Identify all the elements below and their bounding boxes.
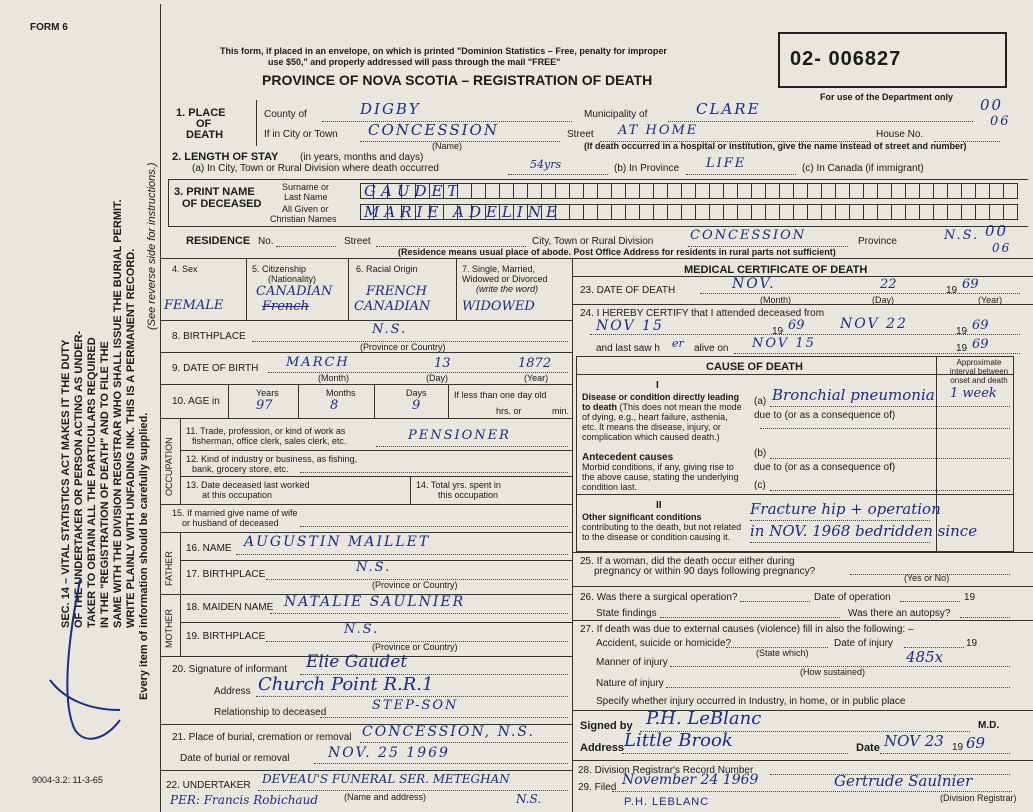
accident-label: Accident, suicide or homicide?	[596, 638, 732, 649]
interval-label: Approximate interval between onset and death	[949, 358, 1009, 385]
sex-label: 4. Sex	[172, 264, 198, 274]
part-one-label: I	[656, 380, 659, 391]
father-name-value: AUGUSTIN MAILLET	[244, 534, 431, 550]
q13-label-2: at this occupation	[202, 490, 273, 500]
alive-on-label: alive on	[694, 343, 729, 354]
side-instruction-6: WRITE PLAINLY WITH UNFADING INK. THIS IS A PERMANENT RECORD.	[125, 248, 137, 628]
stay-canada-label: (c) In Canada (if immigrant)	[802, 163, 924, 174]
md-label: M.D.	[978, 720, 1000, 731]
father-name-label: 16. NAME	[186, 543, 232, 554]
occupation-section-label: OCCUPATION	[164, 437, 174, 496]
q26-label: 26. Was there a surgical operation?	[580, 592, 738, 603]
cause-c-label: (c)	[754, 480, 766, 491]
form-code: 9004-3.2: 11-3-65	[32, 775, 103, 785]
side-instruction-2: OF THE UNDERTAKER OR PERSON ACTING AS UNDER-	[73, 330, 85, 628]
burial-place-label: 21. Place of burial, cremation or removal	[172, 732, 352, 743]
dob-label: 9. DATE OF BIRTH	[172, 363, 259, 374]
residence-province-value: N.S.	[944, 228, 980, 243]
stay-city-value: 54yrs	[530, 158, 562, 171]
burial-date-value: NOV. 25 1969	[328, 745, 450, 761]
header-notice-line1: This form, if placed in an envelope, on which is printed "Dominion Statistics – Free, penalty for improper	[220, 46, 667, 56]
municipality-label: Municipality of	[584, 109, 648, 120]
father-birthplace-value: N.S.	[356, 560, 392, 575]
informant-relationship-label: Relationship to deceased	[214, 707, 327, 718]
due-to-label-2: due to (or as a consequence of)	[754, 462, 896, 473]
registration-number: 02- 006827	[790, 48, 902, 70]
q14-label-2: this occupation	[438, 490, 499, 500]
alive-on-value: NOV 15	[752, 336, 816, 351]
informant-signature-value: Elie Gaudet	[306, 652, 408, 672]
signature-date-value: NOV 23	[884, 732, 944, 750]
age-under-day-label: If less than one day old	[454, 390, 547, 400]
injury-date-label: Date of injury	[834, 638, 893, 649]
side-instruction-7: Every item of information should be carefully supplied.	[138, 412, 150, 700]
date-of-death-label: 23. DATE OF DEATH	[580, 285, 676, 296]
dob-day: 13	[434, 356, 451, 371]
autopsy-label: Was there an autopsy?	[848, 608, 951, 619]
manner-code: 485x	[906, 648, 944, 666]
place-label-2: OF	[196, 118, 212, 130]
place-label-1: 1. PLACE	[176, 107, 226, 119]
q15-label-1: 15. If married give name of wife	[172, 508, 298, 518]
other-conditions-title: Other significant conditions	[582, 512, 702, 522]
yes-no-label: (Yes or No)	[904, 573, 950, 583]
date-of-death-month-label: (Month)	[760, 295, 792, 305]
filed-label: 29. Filed	[578, 782, 617, 793]
name-label-1: 3. PRINT NAME	[174, 186, 255, 198]
citizenship-value: CANADIAN	[256, 284, 333, 299]
department-code-1: 00	[980, 96, 1004, 114]
citizenship-struck-value: French	[262, 299, 309, 314]
date-of-death-day: 22	[880, 277, 897, 292]
department-code-3: 00	[985, 222, 1009, 240]
cause-a-interval: 1 week	[950, 386, 997, 401]
filed-date: November 24 1969	[622, 772, 759, 788]
side-instruction-3: TAKER TO OBTAIN ALL THE PARTICULARS REQUIRED	[86, 337, 98, 628]
burial-place-value: CONCESSION, N.S.	[362, 724, 535, 740]
dob-year-label: (Year)	[524, 373, 549, 383]
attended-from: NOV 15	[596, 318, 664, 334]
attended-to: NOV 22	[840, 316, 908, 332]
physician-address-label: Address	[580, 742, 625, 754]
undertaker-value: DEVEAU'S FUNERAL SER. METEGHAN	[262, 772, 510, 786]
sex-value: FEMALE	[164, 298, 224, 313]
undertaker-per: PER: Francis Robichaud	[170, 793, 318, 807]
q11-label-1: 11. Trade, profession, or kind of work as	[186, 426, 346, 436]
street-label: Street	[567, 129, 594, 140]
age-days-value: 9	[412, 398, 421, 413]
dob-month-label: (Month)	[318, 373, 350, 383]
residence-number-label: No.	[258, 236, 274, 247]
occupation-value: PENSIONER	[408, 428, 511, 443]
surname-label-1: Surname or	[282, 182, 330, 192]
residence-street-label: Street	[344, 236, 371, 247]
age-years-label: Years	[256, 388, 279, 398]
registration-number-box	[778, 32, 1007, 88]
age-days-label: Days	[406, 388, 427, 398]
cause-b-label: (b)	[754, 448, 767, 459]
last-saw-pronoun: er	[672, 337, 684, 350]
dob-month: MARCH	[286, 355, 350, 370]
citizenship-label-1: 5. Citizenship	[252, 264, 307, 274]
mother-birthplace-sub: (Province or Country)	[372, 642, 458, 652]
street-value: AT HOME	[618, 123, 699, 138]
residence-city-label: City, Town or Rural Division	[532, 236, 654, 247]
injury-date-year-prefix: 19	[966, 638, 978, 649]
q15-label-2: or husband of deceased	[182, 518, 279, 528]
alive-on-year-prefix: 19	[956, 343, 968, 354]
signature-date-label: Date	[856, 742, 880, 754]
side-instruction-4: IN THE "REGISTRATION OF DEATH" AND TO FILE THE	[99, 341, 111, 628]
stay-sub-label: (in years, months and days)	[300, 152, 424, 163]
disease-title: Disease or condition directly leading to death	[582, 392, 740, 412]
other-condition-2: in NOV. 1968 bedridden since	[750, 522, 978, 540]
registrar-record-label: 28. Division Registrar's Record Number	[578, 765, 754, 776]
cause-a-label: (a)	[754, 396, 767, 407]
county-value: DIGBY	[360, 100, 421, 118]
alive-on-year: 69	[972, 337, 989, 352]
injury-location-label: Specify whether injury occurred in Industry, in home, or in public place	[596, 696, 906, 707]
state-which-label: (State which)	[756, 648, 809, 658]
house-number-label: House No.	[876, 129, 924, 140]
age-label: 10. AGE in	[172, 396, 220, 407]
stay-label: 2. LENGTH OF STAY	[172, 151, 279, 163]
cause-of-death-title: CAUSE OF DEATH	[706, 361, 803, 373]
city-value: CONCESSION	[368, 121, 499, 139]
dob-day-label: (Day)	[426, 373, 448, 383]
racial-origin-label: 6. Racial Origin	[356, 264, 418, 274]
age-months-label: Months	[326, 388, 356, 398]
citizenship-label-2: (Nationality)	[268, 274, 317, 284]
attended-to-year-prefix: 19	[956, 326, 968, 337]
informant-address-value: Church Point R.R.1	[258, 674, 434, 695]
q14-label-1: 14. Total yrs. spent in	[416, 480, 501, 490]
burial-date-label: Date of burial or removal	[180, 753, 290, 764]
due-to-label-1: due to (or as a consequence of)	[754, 410, 896, 421]
department-use-label: For use of the Department only	[820, 92, 954, 102]
marital-value: WIDOWED	[462, 299, 535, 314]
city-label: If in City or Town	[264, 129, 338, 140]
mother-birthplace-value: N.S.	[344, 622, 380, 637]
place-note: (If death occurred in a hospital or institution, give the name instead of street and number)	[584, 141, 967, 151]
mother-name-label: 18. MAIDEN NAME	[186, 602, 274, 613]
city-name-hint: (Name)	[432, 141, 463, 151]
surname-label-2: Last Name	[284, 192, 328, 202]
given-label-1: All Given or	[282, 204, 329, 214]
q25-label-2: pregnancy or within 90 days following pregnancy?	[594, 566, 816, 577]
undertaker-label: 22. UNDERTAKER	[166, 780, 251, 791]
mother-birthplace-label: 19. BIRTHPLACE	[186, 631, 266, 642]
side-instruction-5: SAME WITH THE DIVISION REGISTRAR WHO SHALL ISSUE THE BURIAL PERMIT.	[112, 199, 124, 628]
attended-label: 24. I HEREBY CERTIFY that I attended deceased from	[580, 308, 825, 319]
birthplace-sub-label: (Province or Country)	[360, 342, 446, 352]
birthplace-value: N.S.	[372, 322, 408, 337]
age-months-value: 8	[330, 398, 339, 413]
racial-origin-value-1: FRENCH	[366, 284, 427, 299]
municipality-value: CLARE	[696, 100, 761, 118]
attended-from-year-prefix: 19	[772, 326, 784, 337]
physician-stamp: P.H. LEBLANC	[624, 796, 710, 808]
father-birthplace-sub: (Province or Country)	[372, 580, 458, 590]
attended-to-year: 69	[972, 318, 989, 333]
marital-label-2: Widowed or Divorced	[462, 274, 548, 284]
form-title: PROVINCE OF NOVA SCOTIA – REGISTRATION OF DEATH	[262, 72, 653, 88]
handwritten-mark-icon	[30, 560, 130, 760]
q13-label-1: 13. Date deceased last worked	[186, 480, 310, 490]
signed-by-label: Signed by	[580, 720, 633, 732]
marital-label-1: 7. Single, Married,	[462, 264, 536, 274]
residence-note: (Residence means usual place of abode. Post Office Address for residents in rural parts not sufficient)	[398, 247, 836, 257]
informant-address-label: Address	[214, 686, 251, 697]
stay-province-value: LIFE	[706, 156, 747, 171]
county-label: County of	[264, 109, 307, 120]
q12-label-1: 12. Kind of industry or business, as fishing,	[186, 454, 358, 464]
cause-a-value: Bronchial pneumonia	[772, 386, 935, 404]
signature-date-year-prefix: 19	[952, 742, 964, 753]
q11-label-2: fisherman, office clerk, sales clerk, etc.	[192, 436, 347, 446]
given-label-2: Christian Names	[270, 214, 337, 224]
part-two-label: II	[656, 500, 662, 511]
how-sustained-label: (How sustained)	[800, 667, 866, 677]
father-section-label: FATHER	[164, 551, 174, 586]
informant-relationship-value: STEP-SON	[372, 698, 459, 713]
stay-city-label: (a) In City, Town or Rural Division where death occurred	[192, 163, 439, 174]
undertaker-sub-label: (Name and address)	[344, 792, 427, 802]
age-years-value: 97	[256, 398, 273, 413]
place-label-3: DEATH	[186, 129, 224, 141]
age-minutes-label: min.	[552, 406, 570, 416]
antecedent-description: Morbid conditions, if any, giving rise to the above cause, stating the underlying condition last.	[582, 462, 739, 492]
mother-section-label: MOTHER	[164, 609, 174, 648]
department-code-2: 06	[990, 114, 1011, 129]
q12-label-2: bank, grocery store, etc.	[192, 464, 289, 474]
signature-date-year: 69	[966, 734, 986, 752]
header-notice-line2: use $50," and properly addressed will pass through the mail "FREE"	[268, 57, 561, 67]
division-registrar-label: (Division Registrar)	[940, 793, 1017, 803]
residence-city-value: CONCESSION	[690, 228, 807, 243]
birthplace-label: 8. BIRTHPLACE	[172, 331, 246, 342]
mother-name-value: NATALIE SAULNIER	[284, 594, 466, 610]
attended-from-year: 69	[788, 318, 805, 333]
signed-by-value: P.H. LeBlanc	[646, 708, 762, 729]
form-number: FORM 6	[30, 22, 68, 33]
physician-address-value: Little Brook	[624, 730, 733, 751]
side-instruction-8: (See reverse side for instructions.)	[146, 162, 158, 330]
disease-description: (This does not mean the mode of dying, e.g., heart failure, asthenia, etc. It means the disease, injury, or complication which caused death.)	[582, 402, 742, 442]
antecedent-title: Antecedent causes	[582, 452, 674, 463]
date-of-death-month: NOV.	[732, 276, 776, 292]
surname-value: GAUDET	[364, 182, 463, 200]
dob-year: 1872	[518, 356, 552, 371]
date-of-death-year-prefix: 19	[946, 285, 958, 296]
date-of-death-year-label: (Year)	[978, 295, 1003, 305]
manner-label: Manner of injury	[596, 657, 668, 668]
undertaker-province: N.S.	[516, 792, 542, 806]
other-conditions-description: contributing to the death, but not related to the disease or condition causing it.	[582, 522, 742, 542]
state-findings-label: State findings	[596, 608, 657, 619]
residence-province-label: Province	[858, 236, 897, 247]
age-hours-label: hrs. or	[496, 406, 522, 416]
medical-certificate-title: MEDICAL CERTIFICATE OF DEATH	[684, 264, 868, 276]
nature-of-injury-label: Nature of injury	[596, 678, 664, 689]
marital-label-3: (write the word)	[476, 284, 539, 294]
last-saw-label: and last saw h	[596, 343, 660, 354]
stay-province-label: (b) In Province	[614, 163, 680, 174]
date-of-death-year: 69	[962, 277, 979, 292]
side-instruction-1: SEC. 14 – VITAL STATISTICS ACT MAKES IT THE DUTY	[60, 339, 72, 628]
residence-label: RESIDENCE	[186, 235, 251, 247]
q27-label: 27. If death was due to external causes (violence) fill in also the following: –	[580, 624, 914, 635]
department-code-4: 06	[992, 241, 1012, 255]
father-birthplace-label: 17. BIRTHPLACE	[186, 569, 266, 580]
q25-label-1: 25. If a woman, did the death occur either during	[580, 556, 795, 567]
operation-date-label: Date of operation	[814, 592, 891, 603]
division-registrar-signature: Gertrude Saulnier	[834, 772, 973, 790]
other-condition-1: Fracture hip + operation	[750, 500, 941, 518]
date-of-death-day-label: (Day)	[872, 295, 894, 305]
operation-date-year-prefix: 19	[964, 592, 976, 603]
informant-signature-label: 20. Signature of informant	[172, 664, 288, 675]
racial-origin-value-2: CANADIAN	[354, 299, 431, 314]
given-names-value: MARIE ADELINE	[364, 203, 562, 221]
name-label-2: OF DECEASED	[182, 198, 262, 210]
